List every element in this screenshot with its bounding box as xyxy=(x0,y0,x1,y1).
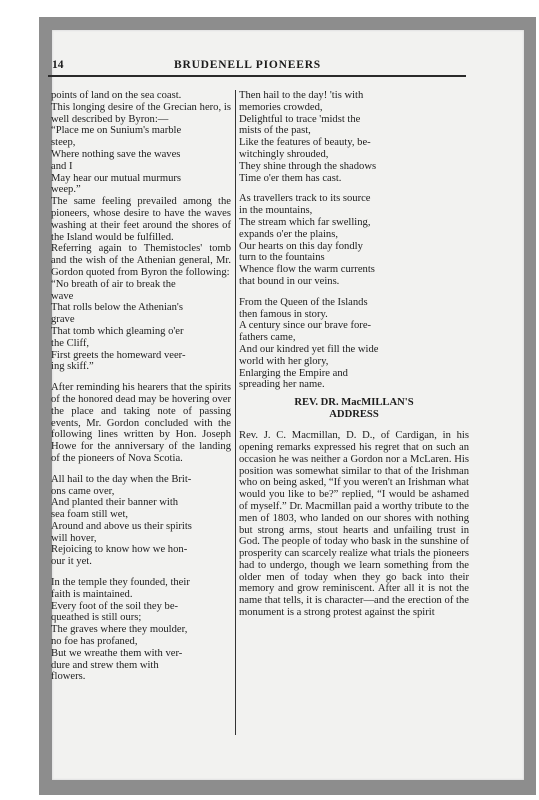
header-rule xyxy=(48,75,466,77)
verse: Then hail to the day! 'tis with memories crowded, Delightful to trace 'midst the mists of the past, Like the features of beauty, be- witchingly shrouded, They shine through the shadows Time o'er them has cast. xyxy=(239,90,377,184)
page-header xyxy=(52,56,464,76)
paragraph: After reminding his hearers that the spirits of the honored dead may be hovering over the place and taking note of passing events, Mr. Gordon concluded with the following lines written by Hon. Joseph Howe for the anniversary of the landing of the pioneers of Nova Scotia. xyxy=(51,382,231,464)
verse: All hail to the day when the Brit- ons came over, And planted their banner with sea foam still wet, Around and above us their spirits will hover, Rejoicing to know how we hon- our it yet. xyxy=(51,473,192,568)
section-heading: REV. DR. MacMILLAN'S ADDRESS xyxy=(294,397,414,421)
verse: In the temple they founded, their faith is maintained. Every foot of the soil they be- queathed is still ours; The graves where they moulder, no foe has profaned, But we wreathe them with ver- dure and strew them with flowers. xyxy=(51,577,190,683)
verse: As travellers track to its source in the mountains, The stream which far swelling, expands o'er the plains, Our hearts on this day fondly turn to the fountains Whence flow the warm currents that bound in our veins. xyxy=(239,193,375,287)
paragraph: Rev. J. C. Macmillan, D. D., of Cardigan, in his opening remarks expressed his regret that on such an occasion he was neither a Gordon nor a McLaren. His position was somewhat similar to that of the Irishman who on being asked, “If you weren't an Irishman what would you like to be?” replied, “I would be ashamed of myself.” Dr. Macmillan paid a worthy tribute to the men of 1803, who landed on our shores with nothing but strong arms, stout hearts and unfailing trust in God. The people of today who bask in the sunshine of prosperity can scarcely realize what trials the pioneers had to undergo, though we learn something from the older men of today when they go back into their memory and grow reminiscent. After all it is not the name that tells, it is character—and the erection of the monument is a strong protest against the spirit xyxy=(239,430,469,619)
column-divider xyxy=(235,90,236,735)
verse: “Place me on Sunium's marble steep, Where nothing save the waves and I May hear our mutual murmurs weep.” xyxy=(51,125,182,196)
left-column xyxy=(51,90,231,683)
page-number: 14 xyxy=(52,59,64,71)
right-column xyxy=(239,90,469,619)
verse: From the Queen of the Islands then famous in story. A century since our brave fore- fathers came, And our kindred yet fill the wide world with her glory, Enlarging the Empire and spreading her name. xyxy=(239,296,379,391)
verse: “No breath of air to break the wave That rolls below the Athenian's grave That tomb which gleaming o'er the Cliff, First greets the homeward veer- ing skiff.” xyxy=(51,278,186,373)
paragraph: points of land on the sea coast. This longing desire of the Grecian hero, is well described by Byron:— xyxy=(51,90,231,125)
running-title: BRUDENELL PIONEERS xyxy=(174,59,322,71)
paragraph: The same feeling prevailed among the pioneers, whose desire to have the waves washing at their feet around the shores of the Island would be fulfilled. Referring again to Themistocles' tomb and the wish of the Athenian general, Mr. Gordon quoted from Byron the following: xyxy=(51,196,231,278)
